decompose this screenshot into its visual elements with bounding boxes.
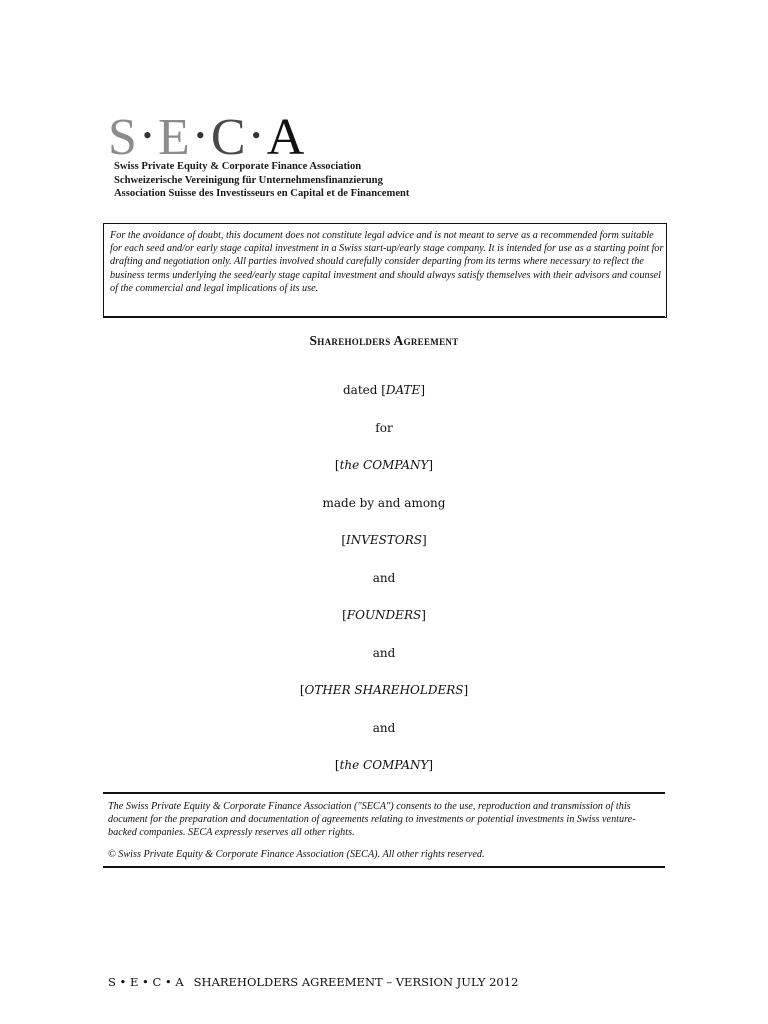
open-bracket: [ — [341, 533, 346, 547]
date-placeholder: DATE — [385, 383, 421, 397]
association-names — [114, 160, 409, 201]
other-shareholders-placeholder: OTHER SHAREHOLDERS — [304, 683, 464, 697]
close-bracket: ] — [463, 683, 469, 697]
close-bracket: ] — [421, 533, 427, 547]
footer-text: SHAREHOLDERS AGREEMENT – VERSION JULY 2012 — [193, 975, 519, 989]
company-placeholder: the COMPANY — [339, 458, 429, 472]
rights-divider-top — [103, 792, 665, 794]
logo-letter-e: E — [158, 109, 190, 166]
close-bracket: ] — [421, 608, 426, 622]
open-bracket: [ — [334, 458, 340, 472]
legal-disclaimer-text: For the avoidance of doubt, this document does not constitute legal advice and is not meant to serve as a recommended form suitable for each seed and/or early stage capital investment in a Swiss start-up/early stage company. It is intended for use as a starting point for drafting and negotiation only. All parties involved should carefully consider departing from its terms where necessary to reflect the business terms underlying the seed/early stage capital investment and should always satisfy themselves with their advisors and counsel of the commercial and legal implications of its use. — [110, 230, 664, 294]
association-name-de: Schweizerische Vereinigung für Unternehmensfinanzierung — [114, 174, 383, 186]
association-name-en: Swiss Private Equity & Corporate Finance Association — [114, 161, 362, 172]
disclaimer-divider — [103, 316, 665, 318]
for-line: for — [375, 420, 393, 435]
investors-line — [0, 532, 768, 570]
logo-separator: • — [251, 121, 261, 150]
close-bracket: ] — [428, 758, 434, 772]
logo-separator: • — [195, 121, 205, 150]
investors-placeholder: INVESTORS — [346, 533, 422, 547]
dated-prefix: dated [ — [342, 383, 386, 397]
seca-logo — [108, 108, 304, 164]
other-shareholders-line — [0, 682, 768, 720]
dated-line — [0, 382, 768, 420]
and-line: and — [372, 570, 396, 585]
and-line: and — [372, 720, 396, 735]
document-title: Shareholders Agreement — [309, 333, 459, 348]
legal-disclaimer-box — [103, 223, 667, 318]
rights-notice — [108, 800, 656, 861]
open-bracket: [ — [334, 758, 340, 772]
close-bracket: ] — [428, 458, 434, 472]
open-bracket: [ — [342, 608, 347, 622]
logo-letter-s: S — [108, 109, 137, 166]
footer-mark: S • E • C • A — [108, 975, 184, 989]
logo-letter-c: C — [210, 109, 246, 166]
logo-separator: • — [142, 121, 153, 150]
company-line-2 — [0, 757, 768, 795]
founders-placeholder: FOUNDERS — [346, 608, 422, 622]
parties-block — [0, 382, 768, 795]
and-line: and — [372, 645, 396, 660]
founders-line — [0, 607, 768, 645]
company-line — [0, 457, 768, 495]
page-footer — [108, 975, 518, 989]
company-placeholder: the COMPANY — [339, 758, 429, 772]
association-name-fr: Association Suisse des Investisseurs en Capital et de Financement — [114, 188, 410, 199]
dated-suffix: ] — [420, 383, 426, 397]
made-by-line: made by and among — [322, 495, 446, 510]
copyright-text: © Swiss Private Equity & Corporate Finance Association (SECA). All other rights reserved. — [108, 848, 485, 860]
logo-letter-a: A — [266, 109, 305, 166]
consent-text: The Swiss Private Equity & Corporate Finance Association ("SECA") consents to the use, reproduction and transmission of this document for the preparation and documentation of agreements relating to investments or potential investments in Swiss venture-backed companies. SECA expressly reserves all other rights. — [108, 801, 636, 839]
open-bracket: [ — [299, 683, 305, 697]
rights-divider-bottom — [103, 866, 665, 868]
